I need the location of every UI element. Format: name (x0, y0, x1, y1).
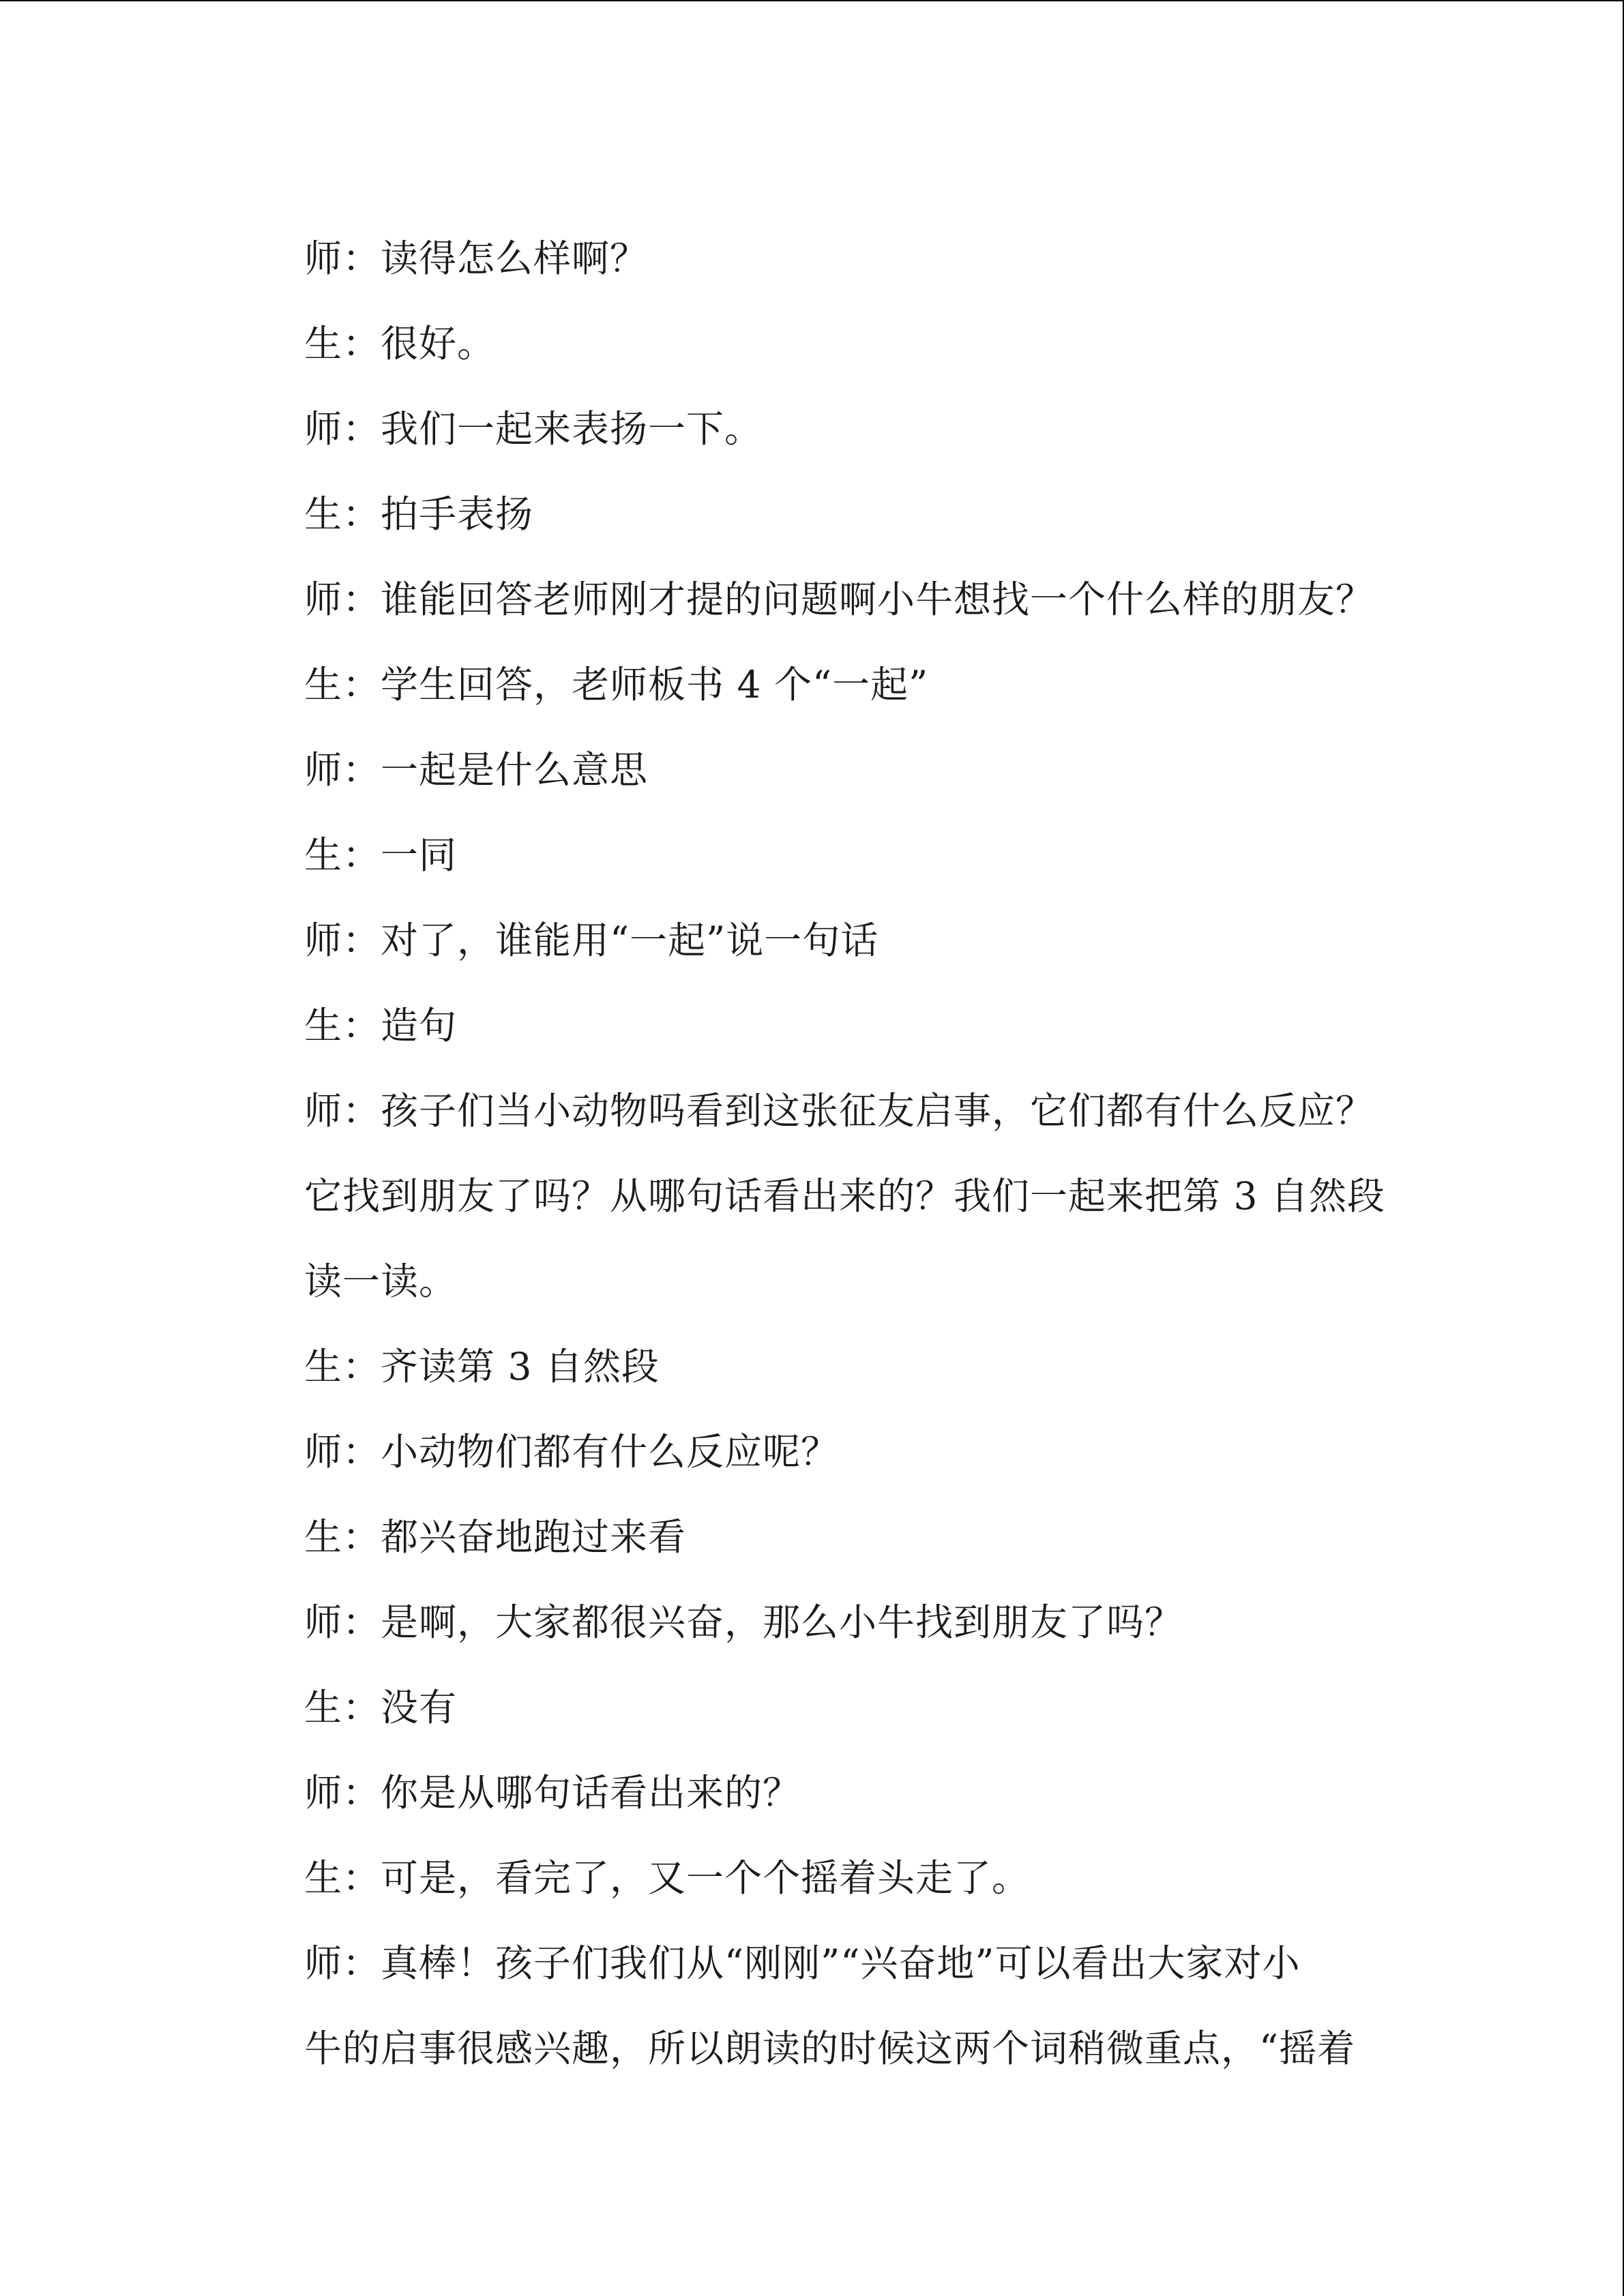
text-line: 师：对了，谁能用“一起”说一句话 (304, 919, 879, 962)
text-line: 师：孩子们当小动物吗看到这张征友启事，它们都有什么反应？ (304, 1089, 1374, 1133)
text-line: 生：可是，看完了，又一个个摇着头走了。 (304, 1856, 1031, 1900)
text-line: 生：没有 (304, 1686, 458, 1729)
text-line: 师：真棒！孩子们我们从“刚刚”“兴奋地”可以看出大家对小 (304, 1941, 1301, 1985)
text-line: 生：齐读第 3 自然段 (304, 1345, 660, 1388)
text-line: 生：都兴奋地跑过来看 (304, 1515, 687, 1559)
text-line: 生：拍手表扬 (304, 492, 534, 536)
text-line: 师：一起是什么意思 (304, 748, 649, 792)
text-line: 师：你是从哪句话看出来的？ (304, 1771, 801, 1815)
text-line: 师：谁能回答老师刚才提的问题啊小牛想找一个什么样的朋友？ (304, 578, 1374, 621)
text-line: 读一读。 (304, 1259, 458, 1303)
text-line: 它找到朋友了吗？从哪句话看出来的？我们一起来把第 3 自然段 (304, 1174, 1385, 1218)
dialogue-text (304, 216, 1389, 2091)
text-line: 生：学生回答，老师板书 4 个“一起” (304, 663, 929, 706)
text-line: 牛的启事很感兴趣，所以朗读的时候这两个词稍微重点，“摇着 (304, 2027, 1356, 2070)
text-line: 生：很好。 (304, 322, 496, 366)
text-line: 师：小动物们都有什么反应呢？ (304, 1430, 840, 1474)
text-line: 生：造句 (304, 1004, 458, 1047)
text-line: 师：我们一起来表扬一下。 (304, 407, 763, 451)
text-line: 生：一同 (304, 833, 458, 877)
text-line: 师：读得怎么样啊？ (304, 237, 649, 280)
text-line: 师：是啊，大家都很兴奋，那么小牛找到朋友了吗？ (304, 1600, 1183, 1644)
